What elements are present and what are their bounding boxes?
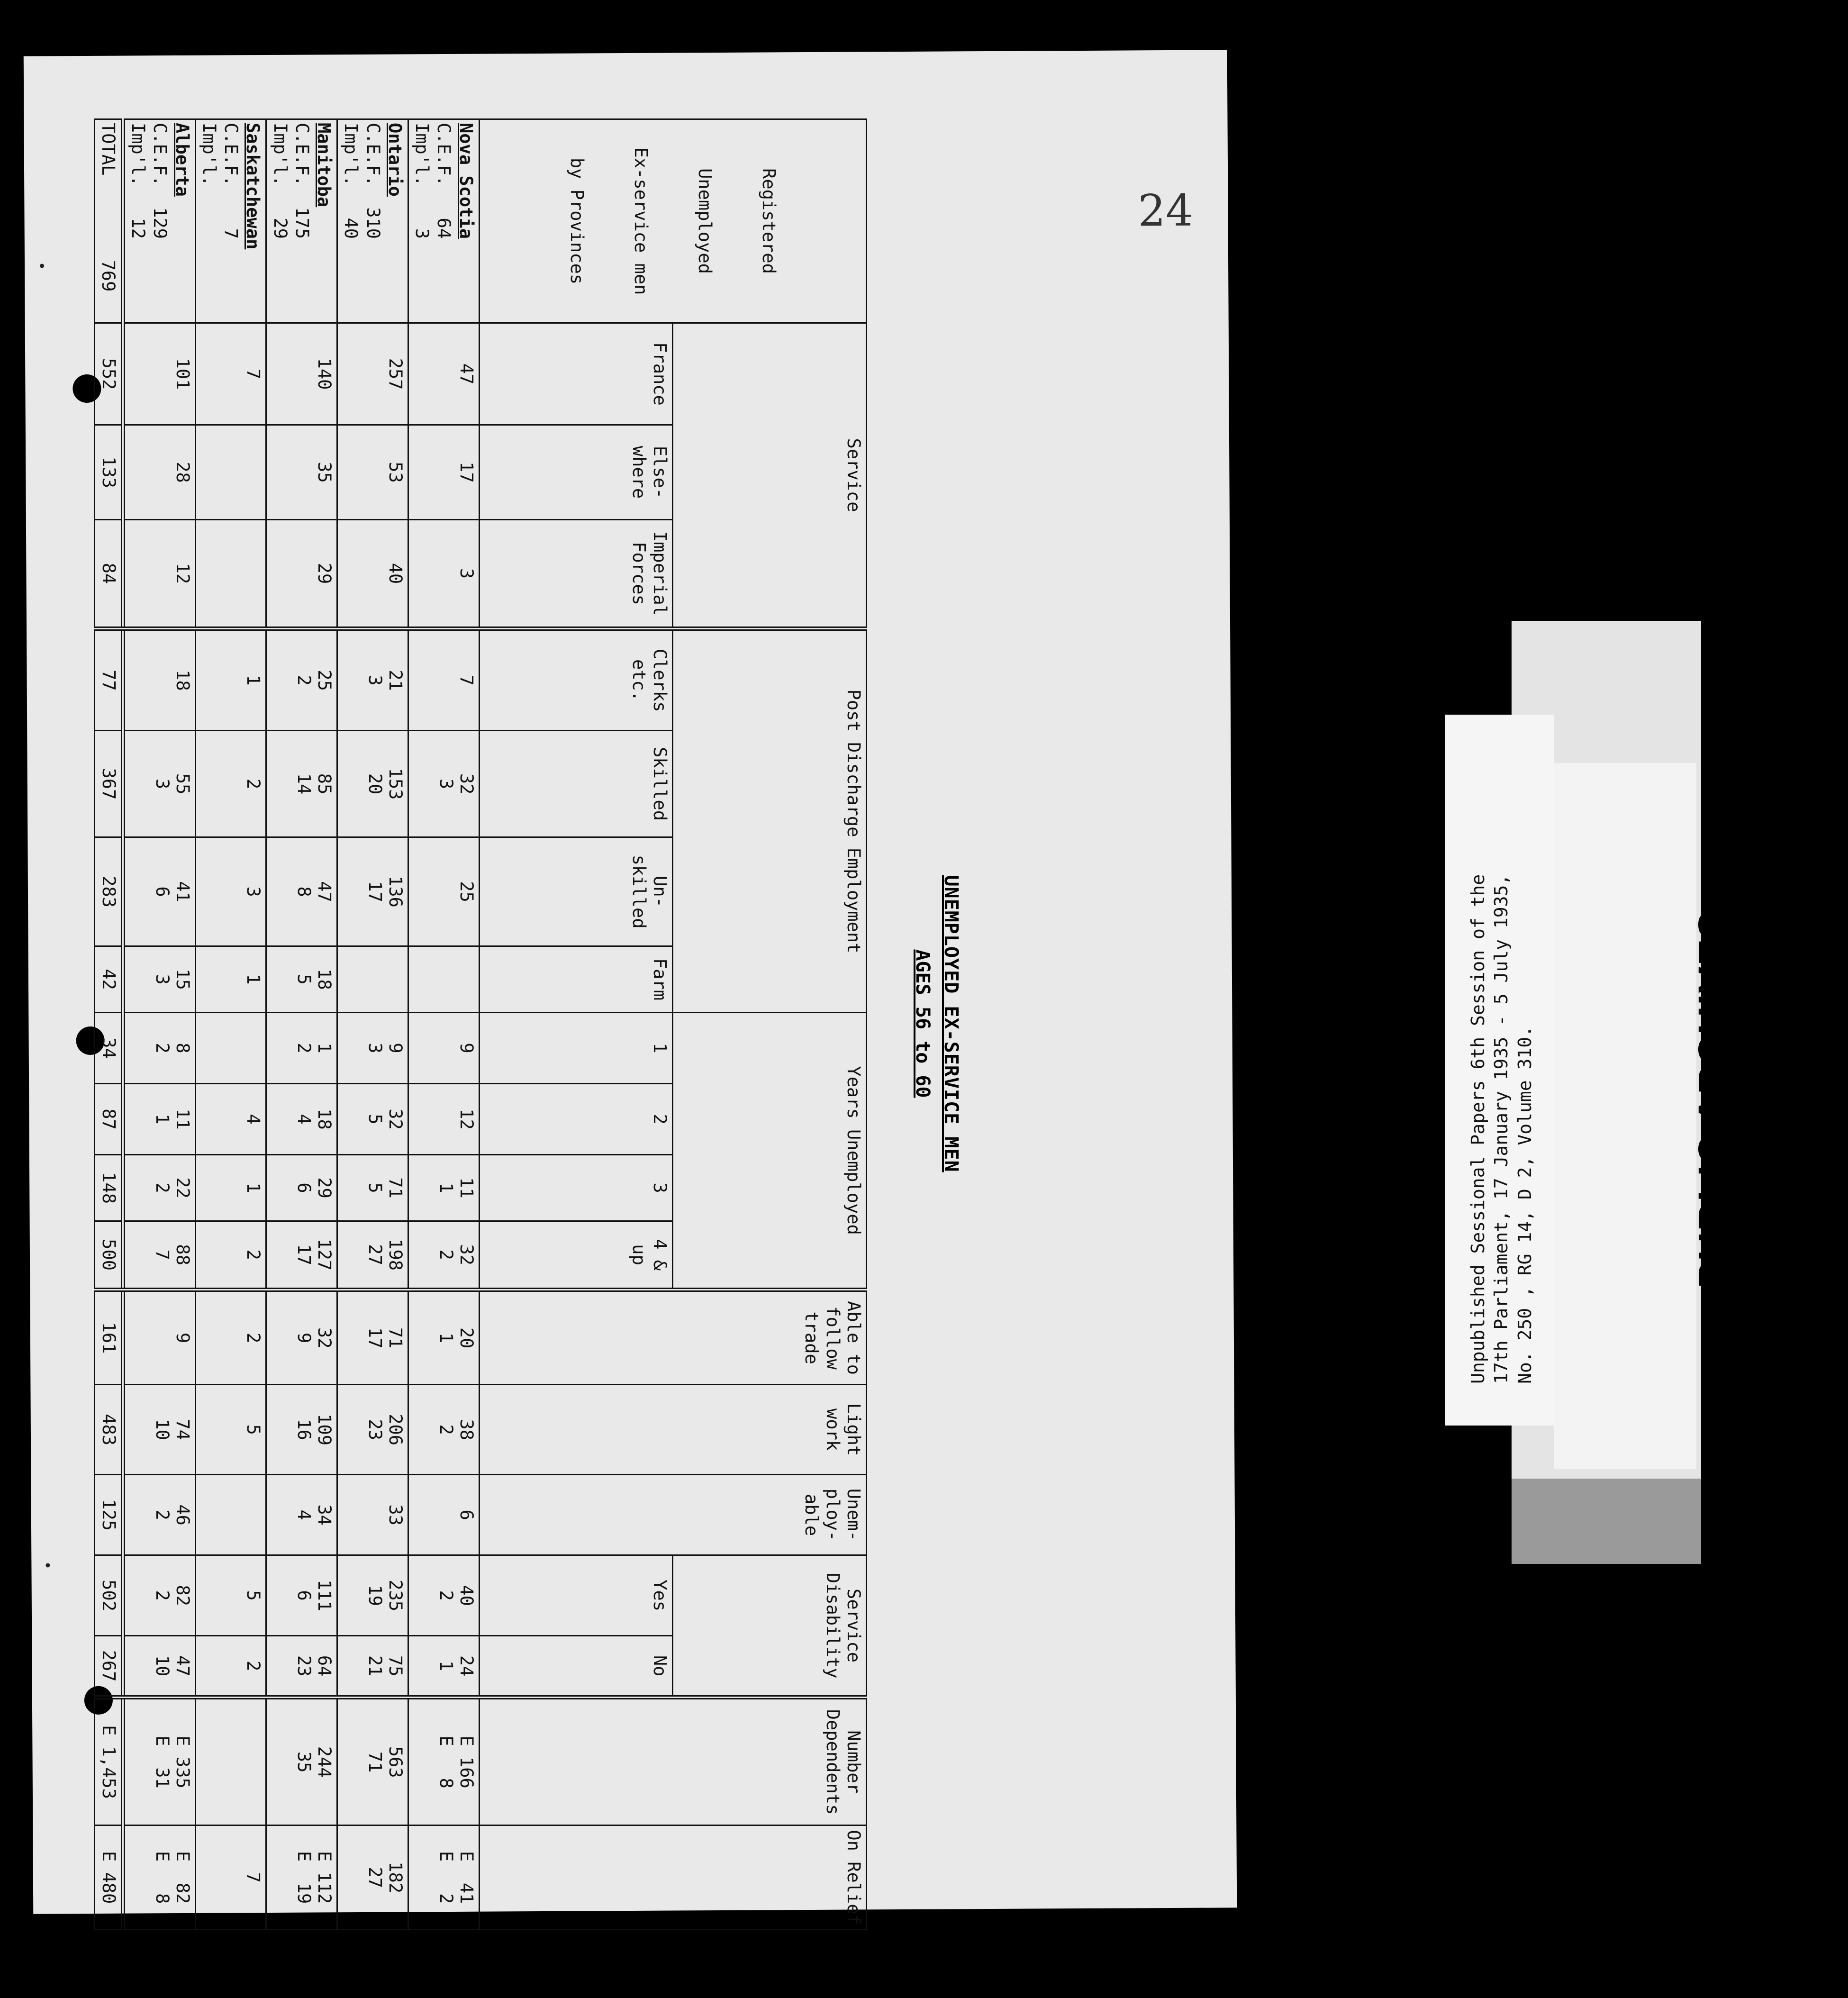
- cell-relief: 182 27: [337, 1825, 408, 1930]
- total-no: 267: [94, 1636, 123, 1698]
- cell-y3: 71 5: [337, 1155, 408, 1221]
- cell-relief: 7: [195, 1825, 266, 1930]
- cell-skilled: 32 3: [408, 731, 479, 837]
- cell-elsewhere: 28: [123, 425, 195, 520]
- cell-farm: [408, 946, 479, 1013]
- cell-imperial: 12: [123, 520, 195, 629]
- col-number-dependents: Number Dependents: [479, 1698, 866, 1825]
- cell-unemployable: 6: [408, 1475, 479, 1555]
- table-row: [123, 119, 195, 1930]
- cell-clerks: 1: [195, 629, 266, 731]
- cell-y2: 32 5: [337, 1084, 408, 1155]
- cell-light: 38 2: [408, 1385, 479, 1475]
- column-header-row: [479, 119, 673, 1930]
- cell-unskilled: 25: [408, 837, 479, 946]
- cell-farm: 1: [195, 946, 266, 1013]
- cell-light: 74 10: [123, 1385, 195, 1475]
- province-counts: C.E.F. 175 Imp'l. 29: [270, 123, 312, 239]
- cell-y3: 11 1: [408, 1155, 479, 1221]
- cell-unskilled: 136 17: [337, 837, 408, 946]
- cell-elsewhere: 17: [408, 425, 479, 520]
- cell-unskilled: 47 8: [266, 837, 337, 946]
- cell-no: 24 1: [408, 1636, 479, 1698]
- col-year-1: 1: [479, 1013, 673, 1084]
- total-y3: 148: [94, 1155, 123, 1221]
- total-light: 483: [94, 1385, 123, 1475]
- cell-light: 5: [195, 1385, 266, 1475]
- cell-y2: 4: [195, 1084, 266, 1155]
- cell-y1: 9: [408, 1013, 479, 1084]
- province-cell: [195, 119, 266, 323]
- corner-line: Registered: [759, 168, 779, 274]
- cell-y3: 22 2: [123, 1155, 195, 1221]
- col-year-3: 3: [479, 1155, 673, 1221]
- cell-y1: 8 2: [123, 1013, 195, 1084]
- province-name: Nova Scotia: [455, 123, 476, 239]
- source-line-3: No. 250 , RG 14, D 2, Volume 310.: [1514, 1026, 1535, 1384]
- archive-sticker-shadow: [1512, 1479, 1701, 1564]
- cell-unemployable: [195, 1475, 266, 1555]
- col-skilled: Skilled: [479, 731, 673, 837]
- cell-y2: 11 1: [123, 1084, 195, 1155]
- cell-y3: 1: [195, 1155, 266, 1221]
- cell-dependents: 244 35: [266, 1698, 337, 1825]
- corner-line: Unemployed: [695, 168, 716, 274]
- cell-farm: 15 3: [123, 946, 195, 1013]
- cell-france: 47: [408, 323, 479, 425]
- cell-dependents: 563 71: [337, 1698, 408, 1825]
- cell-yes: 235 19: [337, 1555, 408, 1636]
- cell-france: 257: [337, 323, 408, 425]
- table-body: [123, 119, 479, 1930]
- cell-light: 109 16: [266, 1385, 337, 1475]
- cell-no: 64 23: [266, 1636, 337, 1698]
- province-name: Saskatchewan: [243, 123, 263, 250]
- page-subtitle: AGES 56 to 60: [912, 949, 933, 1098]
- group-service: Service: [673, 323, 867, 629]
- cell-y1: 1 2: [266, 1013, 337, 1084]
- cell-able: 71 17: [337, 1290, 408, 1385]
- total-france: 552: [94, 323, 123, 425]
- cell-clerks: 18: [123, 629, 195, 731]
- cell-unskilled: 41 6: [123, 837, 195, 946]
- total-able: 161: [94, 1290, 123, 1385]
- group-header-row: [673, 119, 867, 1930]
- cell-relief: E 41 E 2: [408, 1825, 479, 1930]
- cell-light: 206 23: [337, 1385, 408, 1475]
- cell-farm: 18 5: [266, 946, 337, 1013]
- cell-y3: 29 6: [266, 1155, 337, 1221]
- total-y4: 500: [94, 1221, 123, 1290]
- total-skilled: 367: [94, 731, 123, 837]
- province-counts: C.E.F. 129 Imp'l. 12: [128, 123, 171, 239]
- paper-speck: [40, 263, 44, 268]
- col-year-4-up: 4 & up: [479, 1221, 673, 1290]
- cell-dependents: [195, 1698, 266, 1825]
- table-row: [266, 119, 337, 1930]
- province-cell: [337, 119, 408, 323]
- cell-able: 9: [123, 1290, 195, 1385]
- rotated-table-block: [98, 118, 967, 1929]
- archive-line-3: CANADA: [1777, 1020, 1805, 1179]
- province-counts: C.E.F. 310 Imp'l. 40: [341, 123, 383, 239]
- cell-able: 2: [195, 1290, 266, 1385]
- cell-dependents: E 166 E 8: [408, 1698, 479, 1825]
- col-unemployable: Unem- ploy- able: [479, 1475, 866, 1555]
- total-y2: 87: [94, 1084, 123, 1155]
- cell-y4: 88 7: [123, 1221, 195, 1290]
- cell-no: 75 21: [337, 1636, 408, 1698]
- col-elsewhere: Else- where: [479, 425, 673, 520]
- province-counts: C.E.F. 64 Imp'l. 3: [412, 123, 454, 239]
- cell-y4: 127 17: [266, 1221, 337, 1290]
- col-on-relief: On Relief: [479, 1825, 866, 1930]
- archive-sticker-front: [1554, 763, 1696, 1469]
- cell-skilled: 85 14: [266, 731, 337, 837]
- title-area: [867, 118, 967, 1929]
- cell-y4: 198 27: [337, 1221, 408, 1290]
- total-farm: 42: [94, 946, 123, 1013]
- cell-farm: [337, 946, 408, 1013]
- cell-skilled: 153 20: [337, 731, 408, 837]
- total-y1: 34: [94, 1013, 123, 1084]
- archive-line-2: ARCHIVES PUBLIQUES: [1732, 866, 1777, 1333]
- source-line-2: 17th Parliament, 17 January 1935 - 5 July 1935,: [1491, 874, 1512, 1384]
- cell-imperial: 40: [337, 520, 408, 629]
- col-year-2: 2: [479, 1084, 673, 1155]
- cell-imperial: [195, 520, 266, 629]
- col-france: France: [479, 323, 673, 425]
- cell-unskilled: 3: [195, 837, 266, 946]
- col-imperial-forces: Imperial Forces: [479, 520, 673, 629]
- table-row: [337, 119, 408, 1930]
- total-unemployable: 125: [94, 1475, 123, 1555]
- total-imperial: 84: [94, 520, 123, 629]
- cell-skilled: 2: [195, 731, 266, 837]
- cell-imperial: 29: [266, 520, 337, 629]
- cell-yes: 5: [195, 1555, 266, 1636]
- group-years-unemployed: Years Unemployed: [673, 1013, 867, 1290]
- total-yes: 502: [94, 1555, 123, 1636]
- table-row: [195, 119, 266, 1930]
- source-citation: [1467, 711, 1561, 1384]
- total-clerks: 77: [94, 629, 123, 731]
- col-able-to-follow-trade: Able to follow trade: [479, 1290, 866, 1385]
- cell-able: 20 1: [408, 1290, 479, 1385]
- cell-elsewhere: 35: [266, 425, 337, 520]
- total-row: [94, 119, 123, 1930]
- cell-dependents: E 335 E 31: [123, 1698, 195, 1825]
- cell-france: 101: [123, 323, 195, 425]
- cell-no: 47 10: [123, 1636, 195, 1698]
- unemployed-table: [94, 118, 867, 1930]
- table-row: [408, 119, 479, 1930]
- col-disability-no: No: [479, 1636, 673, 1698]
- col-disability-yes: Yes: [479, 1555, 673, 1636]
- cell-skilled: 55 3: [123, 731, 195, 837]
- cell-unemployable: 46 2: [123, 1475, 195, 1555]
- cell-imperial: 3: [408, 520, 479, 629]
- province-cell: [123, 119, 195, 323]
- cell-y2: 12: [408, 1084, 479, 1155]
- province-name: Alberta: [172, 123, 192, 197]
- page-number: 24: [1138, 185, 1194, 236]
- page-title: UNEMPLOYED EX-SERVICE MEN: [940, 875, 962, 1172]
- corner-line: by Provinces: [567, 157, 588, 285]
- cell-clerks: 7: [408, 629, 479, 731]
- col-clerks: Clerks etc.: [479, 629, 673, 731]
- cell-unemployable: 34 4: [266, 1475, 337, 1555]
- cell-y1: 9 3: [337, 1013, 408, 1084]
- col-unskilled: Un- skilled: [479, 837, 673, 946]
- cell-elsewhere: 53: [337, 425, 408, 520]
- province-name: Ontario: [384, 123, 405, 197]
- total-label: TOTAL: [98, 123, 118, 176]
- province-counts: C.E.F. 7 Imp'l.: [199, 123, 242, 239]
- cell-clerks: 25 2: [266, 629, 337, 731]
- cell-clerks: 21 3: [337, 629, 408, 731]
- col-light-work: Light work: [479, 1385, 866, 1475]
- cell-yes: 40 2: [408, 1555, 479, 1636]
- province-name: Manitoba: [314, 123, 335, 208]
- cell-y1: [195, 1013, 266, 1084]
- archive-stamp-text: [1692, 768, 1848, 1431]
- archive-line-1: PUBLIC ARCHIVES: [1690, 910, 1735, 1289]
- cell-able: 32 9: [266, 1290, 337, 1385]
- group-post-discharge: Post Discharge Employment: [673, 629, 867, 1013]
- cell-yes: 111 6: [266, 1555, 337, 1636]
- cell-france: 7: [195, 323, 266, 425]
- cell-france: 140: [266, 323, 337, 425]
- total-dependents: E 1,453: [94, 1698, 123, 1825]
- corner-line: Ex-service men: [631, 147, 652, 295]
- cell-relief: E 82 E 8: [123, 1825, 195, 1930]
- cell-elsewhere: [195, 425, 266, 520]
- cell-unemployable: 33: [337, 1475, 408, 1555]
- total-unskilled: 283: [94, 837, 123, 946]
- cell-no: 2: [195, 1636, 266, 1698]
- col-farm: Farm: [479, 946, 673, 1013]
- group-service-disability: Service Disability: [673, 1555, 867, 1698]
- cell-y2: 18 4: [266, 1084, 337, 1155]
- paper-speck: [45, 1563, 50, 1567]
- province-cell: [408, 119, 479, 323]
- province-cell: [266, 119, 337, 323]
- cell-yes: 82 2: [123, 1555, 195, 1636]
- total-relief: E 480: [94, 1825, 123, 1930]
- corner-header: [479, 119, 866, 323]
- total-count: 769: [98, 260, 118, 292]
- cell-y4: 2: [195, 1221, 266, 1290]
- total-elsewhere: 133: [94, 425, 123, 520]
- source-line-1: Unpublished Sessional Papers 6th Session of the: [1468, 874, 1488, 1384]
- cell-y4: 32 2: [408, 1221, 479, 1290]
- total-label-cell: [94, 119, 123, 323]
- cell-relief: E 112 E 19: [266, 1825, 337, 1930]
